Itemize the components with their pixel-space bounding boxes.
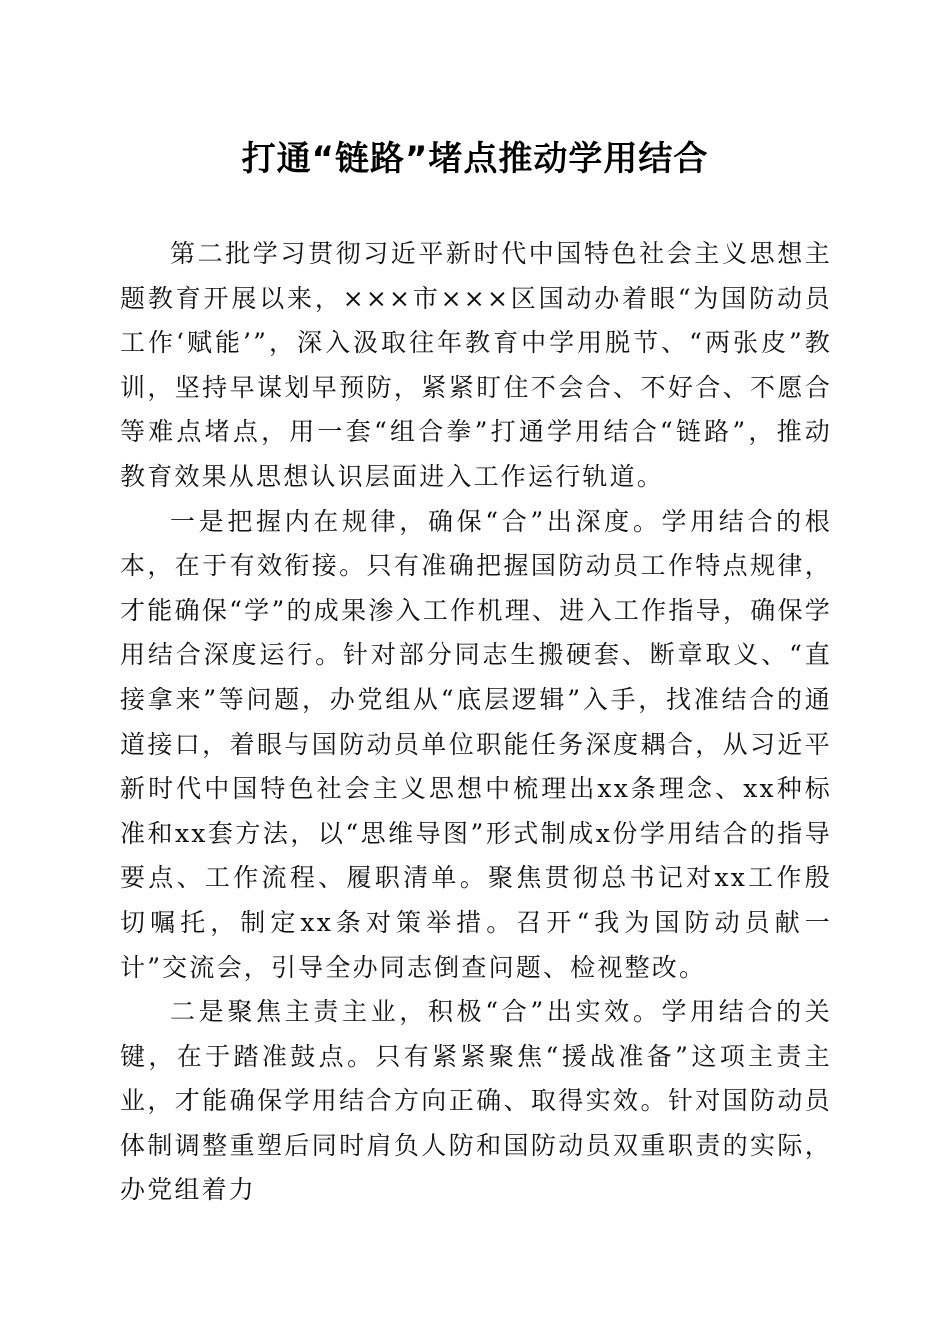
document-title: 打通“链路”堵点推动学用结合 — [241, 139, 709, 179]
paragraph-point-one: 一是把握内在规律，确保“合”出深度。学用结合的根本，在于有效衔接。只有准确把握国防动员工作特点规律，才能确保“学”的成果渗入工作机理、进入工作指导，确保学用结合深度运行。针对部分同志生搬硬套、断章取义、“直接拿来”等问题，办党组从“底层逻辑”入手，找准结合的通道接口，着眼与国防动员单位职能任务深度耦合，从习近平新时代中国特色社会主义思想中梳理出xx条理念、xx种标准和xx套方法，以“思维导图”形式制成x份学用结合的指导要点、工作流程、履职清单。聚焦贯彻总书记对xx工作殷切嘱托，制定xx条对策举措。召开“我为国防动员献一计”交流会，引导全办同志倒查问题、检视整改。 — [120, 506, 832, 982]
paragraph-intro: 第二批学习贯彻习近平新时代中国特色社会主义思想主题教育开展以来，×××市×××区国动办着眼“为国防动员工作‘赋能’”，深入汲取往年教育中学用脱节、“两张皮”教训，坚持早谋划早预防，紧紧盯住不会合、不好合、不愿合等难点堵点，用一套“组合拳”打通学用结合“链路”，推动教育效果从思想认识层面进入工作运行轨道。 — [120, 239, 832, 491]
paragraph-point-two: 二是聚焦主责主业，积极“合”出实效。学用结合的关键，在于踏准鼓点。只有紧紧聚焦“援战准备”这项主责主业，才能确保学用结合方向正确、取得实效。针对国防动员体制调整重塑后同时肩负人防和国防动员双重职责的实际，办党组着力 — [120, 997, 832, 1205]
document-body — [120, 232, 832, 1213]
